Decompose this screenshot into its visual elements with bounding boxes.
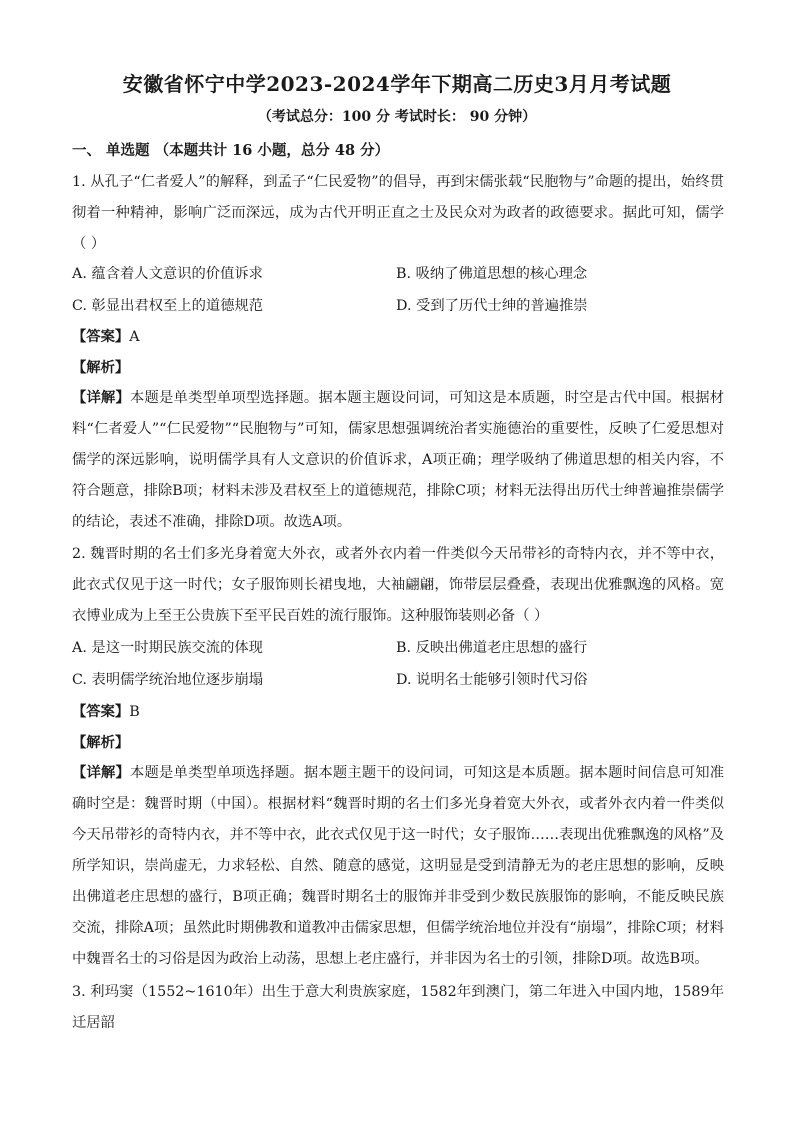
detail-text: 本题是单类型单项选择题。据本题主题干的设问词，可知这是本质题。据本题时间信息可知准确时空是：魏晋时期（中国）。根据材料“魏晋时期的名士们多光身着宽大外衣，或者外衣内着一件类似今天吊带衫的奇特内衣，并不等中衣，此衣式仅见于这一时代；女子服饰……表现出优雅飘逸的风格”及所学知识，崇尚虚无，力求轻松、自然、随意的感觉，这明显是受到清静无为的老庄思想的影响，反映出佛道老庄思想的盛行，B项正确；魏晋时期名士的服饰并非受到少数民族服饰的影响，不能反映民族交流，排除A项；虽然此时期佛教和道教冲击儒家思想，但儒学统治地位并没有“崩塌”，排除C项；材料中魏晋名士的习俗是因为政治上动荡，思想上老庄盛行，并非因为名士的引领，排除D项。故选B项。: [72, 765, 725, 967]
question-2-analysis-label: 【解析】: [72, 735, 130, 751]
question-1-analysis-label: 【解析】: [72, 360, 130, 376]
question-3-stem: 3. 利玛窦（1552~1610年）出生于意大利贵族家庭，1582年到澳门，第二年进入中国内地，1589年迁居韶: [72, 984, 724, 1031]
question-1-option-c: C. 彰显出君权至上的道德规范: [72, 298, 264, 314]
question-1-option-b: B. 吸纳了佛道思想的核心理念: [396, 266, 588, 282]
exam-subtitle: （考试总分：100 分 考试时长： 90 分钟）: [257, 109, 537, 125]
answer-value: A: [129, 329, 140, 345]
question-1-detail: [72, 383, 724, 538]
question-1-answer: [72, 326, 140, 346]
question-2-option-a: A. 是这一时期民族交流的体现: [72, 640, 263, 656]
question-2-stem: 2. 魏晋时期的名士们多光身着宽大外衣，或者外衣内着一件类似今天吊带衫的奇特内衣，并不等中衣，此衣式仅见于这一时代；女子服饰则长裙曳地，大袖翩翩，饰带层层叠叠，表现出优雅飘逸的风格。宽衣博业成为上至王公贵族下至平民百姓的流行服饰。这种服饰装则必备（ ）: [72, 546, 724, 624]
answer-label: 【答案】: [72, 704, 130, 720]
exam-title: 安徽省怀宁中学2023-2024学年下期高二历史3月月考试题: [122, 72, 672, 96]
detail-text: 本题是单类型单项型选择题。据本题主题设问词，可知这是本质题，时空是古代中国。根据材料“仁者爱人”“仁民爱物”“民胞物与”可知，儒家思想强调统治者实施德治的重要性，反映了仁爱思想对儒学的深远影响，说明儒学具有人文意识的价值诉求，A项正确；理学吸纳了佛道思想的相关内容，不符合题意，排除B项；材料未涉及君权至上的道德规范，排除C项；材料无法得出历代士绅普遍推崇儒学的结论，表述不准确，排除D项。故选A项。: [72, 390, 725, 530]
question-2-detail: [72, 758, 724, 975]
question-2-option-c: C. 表明儒学统治地位逐步崩塌: [72, 672, 264, 688]
question-2-answer: [72, 701, 140, 721]
question-2-option-b: B. 反映出佛道老庄思想的盛行: [396, 640, 588, 656]
detail-label: 【详解】: [72, 390, 130, 406]
section-heading: 一、 单选题 （本题共计 16 小题，总分 48 分）: [72, 142, 390, 159]
question-1-option-d: D. 受到了历代士绅的普遍推崇: [396, 298, 588, 314]
answer-value: B: [129, 704, 140, 720]
question-1-option-a: A. 蕴含着人文意识的价值诉求: [72, 266, 263, 282]
answer-label: 【答案】: [72, 329, 130, 345]
question-2-option-d: D. 说明名士能够引领时代习俗: [396, 672, 588, 688]
question-1-stem: 1. 从孔子“仁者爱人”的解释，到孟子“仁民爱物”的倡导，再到宋儒张载“民胞物与”命题的提出，始终贯彻着一种精神，影响广泛而深远，成为古代开明正直之士及民众对为政者的政德要求。据此可知，儒学（ ）: [72, 174, 724, 252]
detail-label: 【详解】: [72, 765, 130, 781]
